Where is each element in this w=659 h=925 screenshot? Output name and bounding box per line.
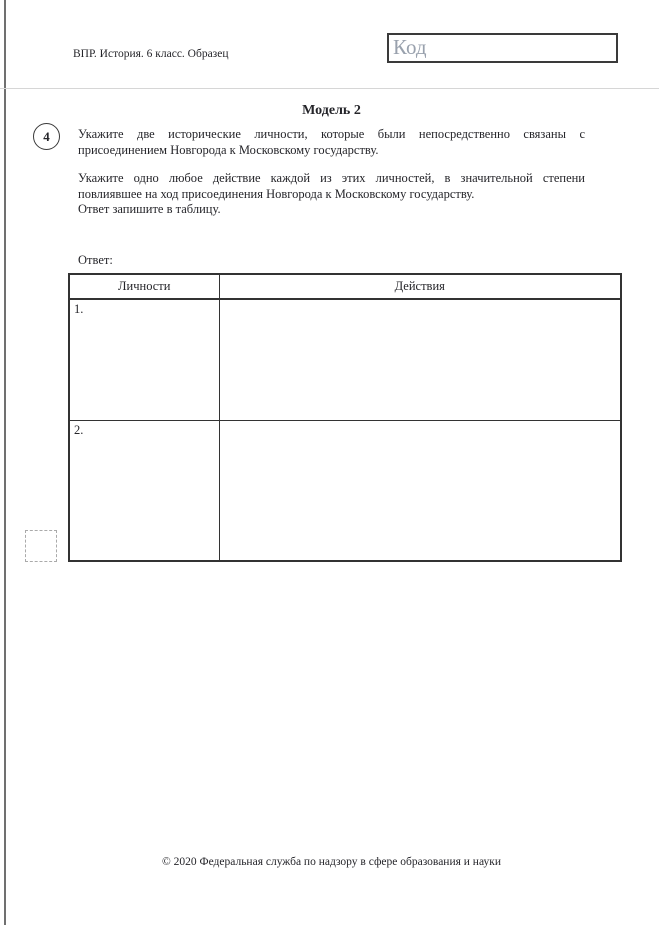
row-number: 2. — [74, 422, 84, 437]
question-paragraph-2 — [78, 171, 585, 218]
col-header-personalities: Личности — [69, 274, 219, 299]
page-title: Модель 2 — [302, 103, 361, 118]
paragraph-line: присоединением Новгорода к Московскому государству. — [78, 142, 379, 157]
col-header-actions: Действия — [219, 274, 621, 299]
answer-label: Ответ: — [78, 253, 113, 267]
question-paragraph-1 — [78, 127, 585, 158]
paragraph-line: повлиявшее на ход присоединения Новгорода к Московскому государству. — [78, 186, 475, 201]
paragraph-line: Укажите две исторические личности, которые были непосредственно связаны с — [78, 127, 585, 141]
margin-dashed-box — [25, 530, 57, 562]
answer-table — [68, 273, 622, 562]
paragraph-line: Ответ запишите в таблицу. — [78, 202, 221, 216]
actions-cell-2[interactable] — [219, 420, 621, 561]
header-divider-line — [0, 88, 659, 89]
copyright-footer: © 2020 Федеральная служба по надзору в сфере образования и науки — [162, 856, 501, 868]
personality-cell-2[interactable] — [69, 420, 219, 561]
paragraph-line: Укажите одно любое действие каждой из этих личностей, в значительной степени — [78, 171, 585, 185]
table-row — [69, 420, 621, 561]
question-number-badge — [33, 123, 60, 150]
personality-cell-1[interactable] — [69, 299, 219, 420]
table-row — [69, 299, 621, 420]
page-edge-line — [4, 0, 6, 925]
row-number: 1. — [74, 302, 84, 316]
code-box-label: Код — [393, 35, 427, 59]
code-input-box[interactable] — [387, 33, 618, 63]
table-header-row — [69, 274, 621, 299]
document-header-label: ВПР. История. 6 класс. Образец — [73, 48, 229, 60]
actions-cell-1[interactable] — [219, 299, 621, 420]
question-number: 4 — [43, 128, 50, 144]
